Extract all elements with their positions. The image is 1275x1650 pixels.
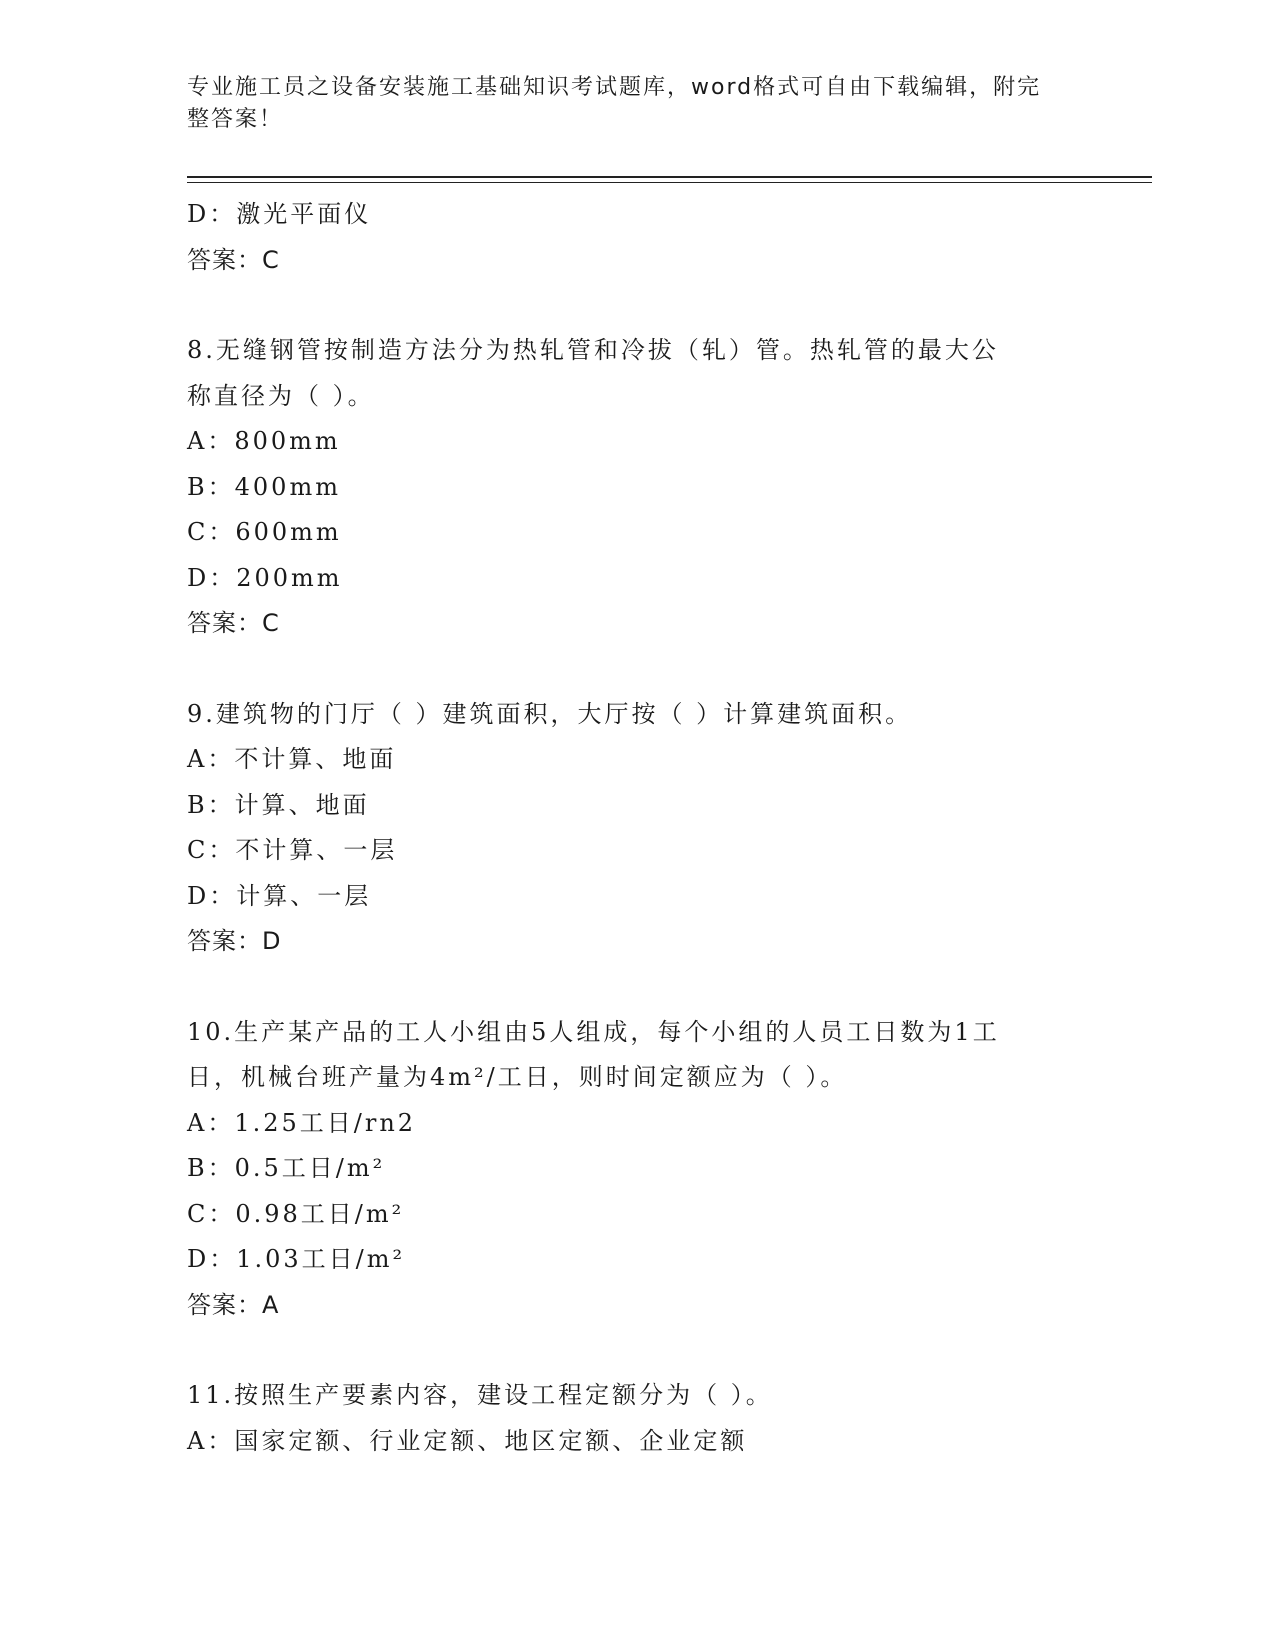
- header-title-line-2: 整答案！: [187, 107, 284, 132]
- option-a: A：不计算、地面: [187, 745, 397, 773]
- option-d: D：激光平面仪: [187, 200, 372, 228]
- question-9: [187, 692, 1087, 965]
- question-stem-line-2: 称直径为（ ）。: [187, 381, 375, 410]
- option-c: C：600mm: [187, 518, 342, 546]
- question-stem: 9.建筑物的门厅（ ）建筑面积，大厅按（ ）计算建筑面积。: [187, 699, 913, 728]
- question-stem-line-2: 日，机械台班产量为4m²/工日，则时间定额应为（ ）。: [187, 1063, 848, 1091]
- question-8: [187, 328, 1087, 647]
- question-11: [187, 1373, 1087, 1464]
- question-10: [187, 1010, 1087, 1329]
- answer-label: 答案：D: [187, 927, 282, 955]
- option-a: A：800mm: [187, 427, 341, 455]
- header-title-line-1: 专业施工员之设备安装施工基础知识考试题库，word格式可自由下载编辑，附完: [187, 75, 1042, 100]
- question-stem-line-1: 8.无缝钢管按制造方法分为热轧管和冷拔（轧）管。热轧管的最大公: [187, 336, 999, 364]
- option-d: D：计算、一层: [187, 881, 372, 910]
- option-a: A：国家定额、行业定额、地区定额、企业定额: [187, 1426, 748, 1455]
- option-d: D：1.03工日/m²: [187, 1245, 406, 1273]
- header-divider-thick: [187, 176, 1152, 178]
- answer-label: 答案：C: [187, 245, 280, 274]
- option-b: B：计算、地面: [187, 790, 370, 819]
- question-list: [187, 192, 1087, 1464]
- option-a: A：1.25工日/rn2: [187, 1108, 417, 1137]
- option-d: D：200mm: [187, 563, 343, 592]
- question-stem: 11.按照生产要素内容，建设工程定额分为（ ）。: [187, 1381, 773, 1409]
- option-b: B：0.5工日/m²: [187, 1154, 386, 1182]
- header-divider-thin: [187, 182, 1152, 183]
- answer-label: 答案：C: [187, 609, 280, 637]
- option-c: C：0.98工日/m²: [187, 1199, 405, 1228]
- option-b: B：400mm: [187, 472, 341, 501]
- question-stem-line-1: 10.生产某产品的工人小组由5人组成，每个小组的人员工日数为1工: [187, 1017, 1000, 1046]
- answer-label: 答案：A: [187, 1290, 280, 1319]
- option-c: C：不计算、一层: [187, 836, 398, 864]
- question-7: [187, 192, 1087, 283]
- document-header: [187, 72, 1067, 136]
